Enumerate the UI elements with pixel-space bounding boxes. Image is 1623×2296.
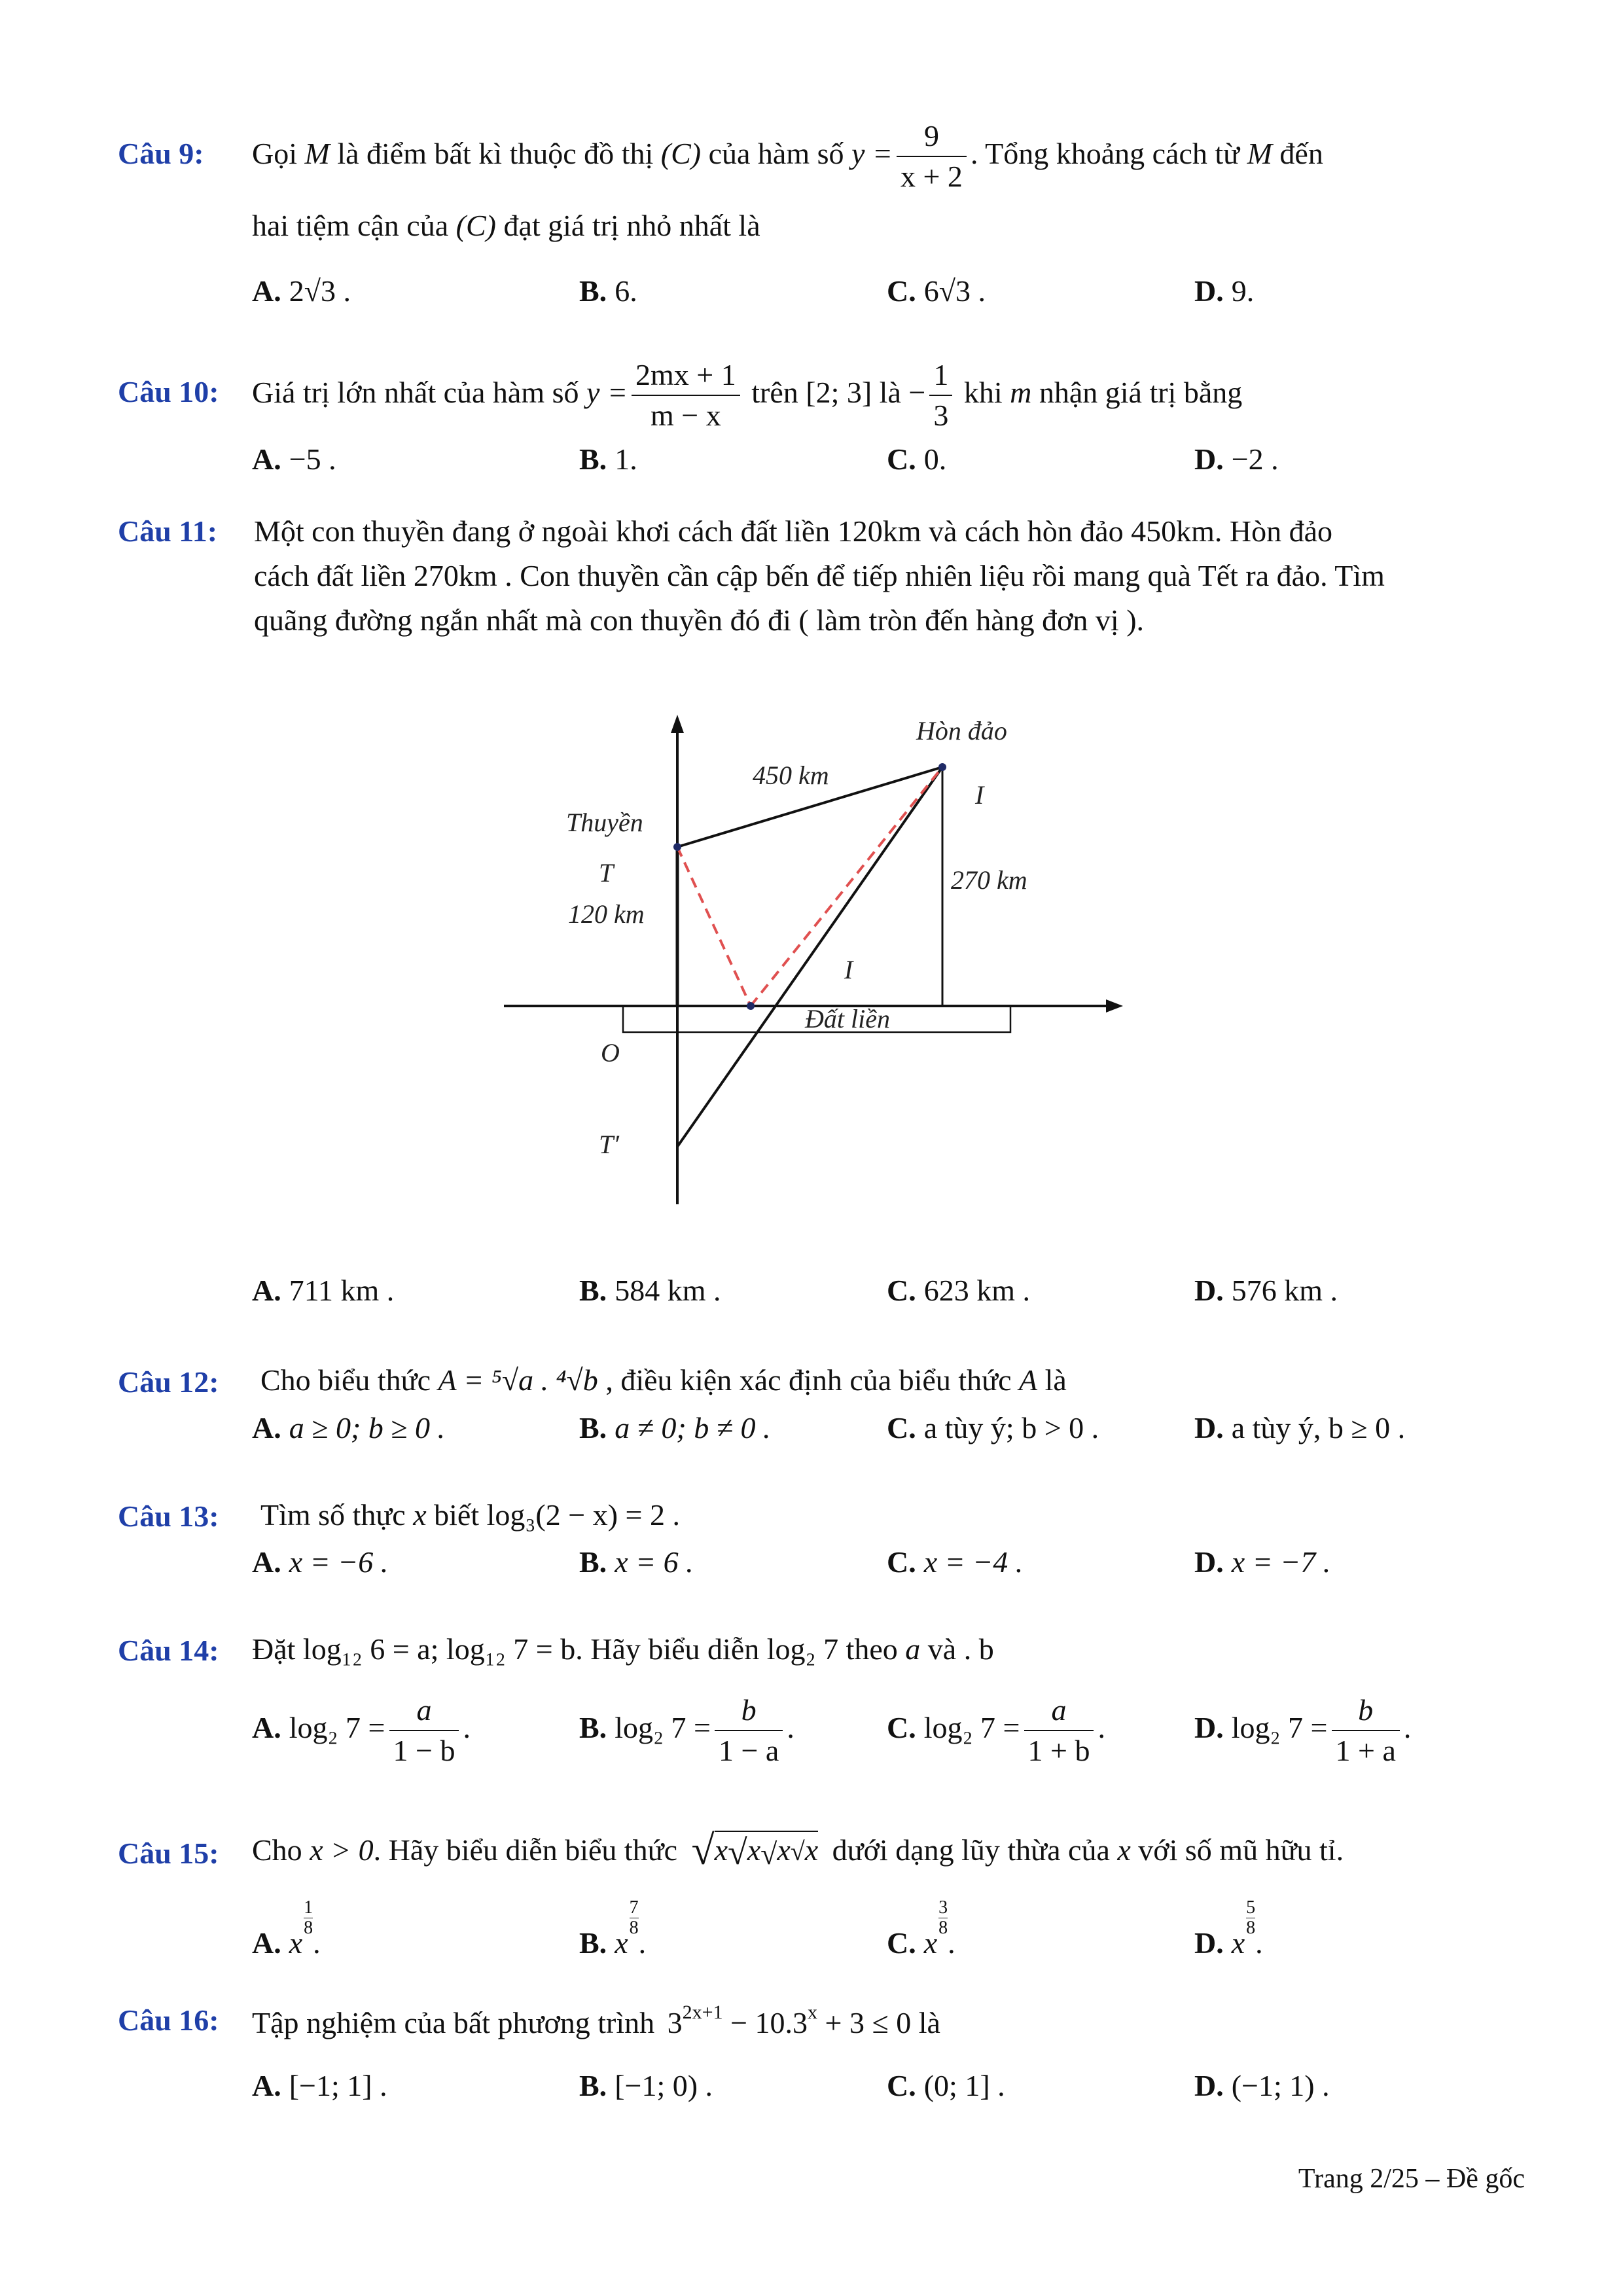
q12-option-b[interactable]: B. a ≠ 0; b ≠ 0 . — [579, 1411, 771, 1444]
q9-text: Gọi — [252, 137, 297, 170]
q16-option-a[interactable]: A. [−1; 1] . — [252, 2069, 387, 2102]
q10-option-c[interactable]: C. 0. — [887, 442, 947, 476]
q9-y-equals: y = — [851, 137, 893, 170]
q16-option-d[interactable]: D. (−1; 1) . — [1194, 2069, 1330, 2102]
q14-option-a[interactable]: A. log₂ 7 = $\frac{a}{1 - b}$ . — [252, 1685, 471, 1770]
q15-nested-radical: √x√x√x√x — [691, 1827, 819, 1873]
q9-text: . Tổng khoảng cách từ — [970, 137, 1240, 170]
q14-option-c[interactable]: C. log₂ 7 = $\frac{a}{1 + b}$ . — [887, 1685, 1105, 1770]
q12-option-d[interactable]: D. a tùy ý, b ≥ 0 . — [1194, 1411, 1406, 1444]
x-axis-arrow — [1106, 999, 1123, 1013]
q9-var-m: M — [304, 137, 330, 170]
q15-option-d[interactable]: D. x $\frac{5}{8}$ . — [1194, 1897, 1263, 1960]
island-label: Hòn đảo — [916, 716, 1007, 745]
q10-one-third: $\frac{1}{3}$ — [929, 355, 952, 435]
question-13-stem: Tìm số thực x biết log₃(2 − x) = 2 . — [260, 1498, 680, 1532]
q9-text: đến — [1279, 137, 1323, 170]
q11-option-b[interactable]: B. 584 km . — [579, 1274, 721, 1307]
question-9-line2: hai tiệm cận của (C) đạt giá trị nhỏ nhất là — [252, 209, 760, 242]
reflection-line — [677, 767, 942, 1147]
q13-option-d[interactable]: D. x = −7 . — [1194, 1545, 1331, 1579]
q9-option-d[interactable]: D. 9. — [1194, 274, 1255, 308]
label-o: O — [601, 1038, 620, 1067]
question-13-label: Câu 13: — [118, 1499, 219, 1533]
q11-line1: Một con thuyền đang ở ngoài khơi cách đất liền 120km và cách hòn đảo 450km. Hòn đảo — [254, 514, 1333, 548]
question-11-label: Câu 11: — [118, 514, 218, 548]
q9-text: là điểm bất kì thuộc đồ thị — [337, 137, 654, 170]
q16-option-c[interactable]: C. (0; 1] . — [887, 2069, 1005, 2102]
q11-line2: cách đất liền 270km . Con thuyền cần cập bến để tiếp nhiên liệu rồi mang quà Tết ra đảo. Tìm — [254, 559, 1385, 592]
q10-option-a[interactable]: A. −5 . — [252, 442, 336, 476]
question-10-stem: Giá trị lớn nhất của hàm số y = $\frac{2mx + 1}{m - x}$ trên [2; 3] là − $\frac{1}{3}$ khi m nhận giá trị bằng — [252, 350, 1242, 435]
q12-option-c[interactable]: C. a tùy ý; b > 0 . — [887, 1411, 1099, 1444]
distance-120-label: 120 km — [568, 899, 645, 929]
boat-label: Thuyền — [566, 808, 643, 837]
question-9-stem — [252, 111, 1323, 196]
page-footer: Trang 2/25 – Đề gốc — [1298, 2164, 1525, 2194]
q14-option-b[interactable]: B. log₂ 7 = $\frac{b}{1 - a}$ . — [579, 1685, 794, 1770]
q13-equation: log₃(2 − x) = 2 . — [486, 1498, 680, 1532]
question-12-label: Câu 12: — [118, 1365, 219, 1399]
question-9-label: Câu 9: — [118, 137, 204, 170]
q16-inequality: $3^{2x+1} - 10.3^x + 3 \le 0$ — [667, 2001, 912, 2039]
label-i-mid: I — [844, 955, 853, 984]
q11-line3: quãng đường ngắn nhất mà con thuyền đó đi ( làm tròn đến hàng đơn vị ). — [254, 603, 1145, 637]
q13-option-a[interactable]: A. x = −6 . — [252, 1545, 389, 1579]
question-14-stem: Đặt log₁₂ 6 = a; log₁₂ 7 = b. Hãy biểu diễn log₂ 7 theo a và . b — [252, 1632, 994, 1666]
island-point — [938, 763, 946, 771]
question-15-stem: Cho x > 0. Hãy biểu diễn biểu thức √x√x√x√x dưới dạng lũy thừa của x với số mũ hữu tỉ. — [252, 1827, 1344, 1873]
q10-option-b[interactable]: B. 1. — [579, 442, 637, 476]
question-16-stem: Tập nghiệm của bất phương trình $3^{2x+1} - 10.3^x + 3 \le 0$ là — [252, 2001, 940, 2039]
label-t-prime: T′ — [599, 1130, 619, 1159]
q14-given: log₁₂ 6 = a; log₁₂ 7 = b — [302, 1632, 576, 1666]
q11-option-d[interactable]: D. 576 km . — [1194, 1274, 1338, 1307]
q9-option-b[interactable]: B. 6. — [579, 274, 637, 308]
q16-option-b[interactable]: B. [−1; 0) . — [579, 2069, 713, 2102]
question-15-label: Câu 15: — [118, 1837, 219, 1870]
q9-fraction: $\frac{9}{x + 2}$ — [897, 117, 967, 196]
land-label: Đất liền — [805, 1004, 890, 1033]
q9-text: của hàm số — [708, 137, 844, 170]
q12-expression: A = ⁵√a . ⁴√b — [438, 1363, 598, 1397]
question-14-label: Câu 14: — [118, 1634, 219, 1667]
label-t: T — [599, 858, 614, 888]
q11-option-a[interactable]: A. 711 km . — [252, 1274, 395, 1307]
q15-option-c[interactable]: C. x $\frac{3}{8}$ . — [887, 1897, 955, 1960]
y-axis-arrow — [671, 715, 684, 733]
distance-450-label: 450 km — [753, 761, 829, 790]
q15-option-b[interactable]: B. x $\frac{7}{8}$ . — [579, 1897, 647, 1960]
question-16-label: Câu 16: — [118, 2003, 219, 2037]
question-12-stem: Cho biểu thức A = ⁵√a . ⁴√b , điều kiện xác định của biểu thức A là — [260, 1363, 1067, 1397]
q13-option-c[interactable]: C. x = −4 . — [887, 1545, 1024, 1579]
landing-point — [747, 1002, 755, 1010]
q9-option-c[interactable]: C. 6√3 . — [887, 274, 986, 308]
distance-270-label: 270 km — [951, 865, 1027, 895]
question-10-label: Câu 10: — [118, 375, 219, 408]
q13-option-b[interactable]: B. x = 6 . — [579, 1545, 694, 1579]
q14-option-d[interactable]: D. log₂ 7 = $\frac{b}{1 + a}$ . — [1194, 1685, 1411, 1770]
q10-option-d[interactable]: D. −2 . — [1194, 442, 1279, 476]
q11-figure — [504, 707, 1132, 1204]
q12-option-a[interactable]: A. a ≥ 0; b ≥ 0 . — [252, 1411, 446, 1444]
dashed-path-boat — [677, 847, 751, 1006]
q9-var-m: M — [1247, 137, 1272, 170]
boat-point — [673, 843, 681, 851]
q15-option-a[interactable]: A. x $\frac{1}{8}$ . — [252, 1897, 321, 1960]
q9-graph-c: (C) — [660, 137, 702, 170]
label-i-top: I — [975, 780, 984, 810]
q11-option-c[interactable]: C. 623 km . — [887, 1274, 1031, 1307]
q9-option-a[interactable]: A. 2√3 . — [252, 274, 351, 308]
q10-fraction: $\frac{2mx + 1}{m - x}$ — [632, 355, 740, 435]
